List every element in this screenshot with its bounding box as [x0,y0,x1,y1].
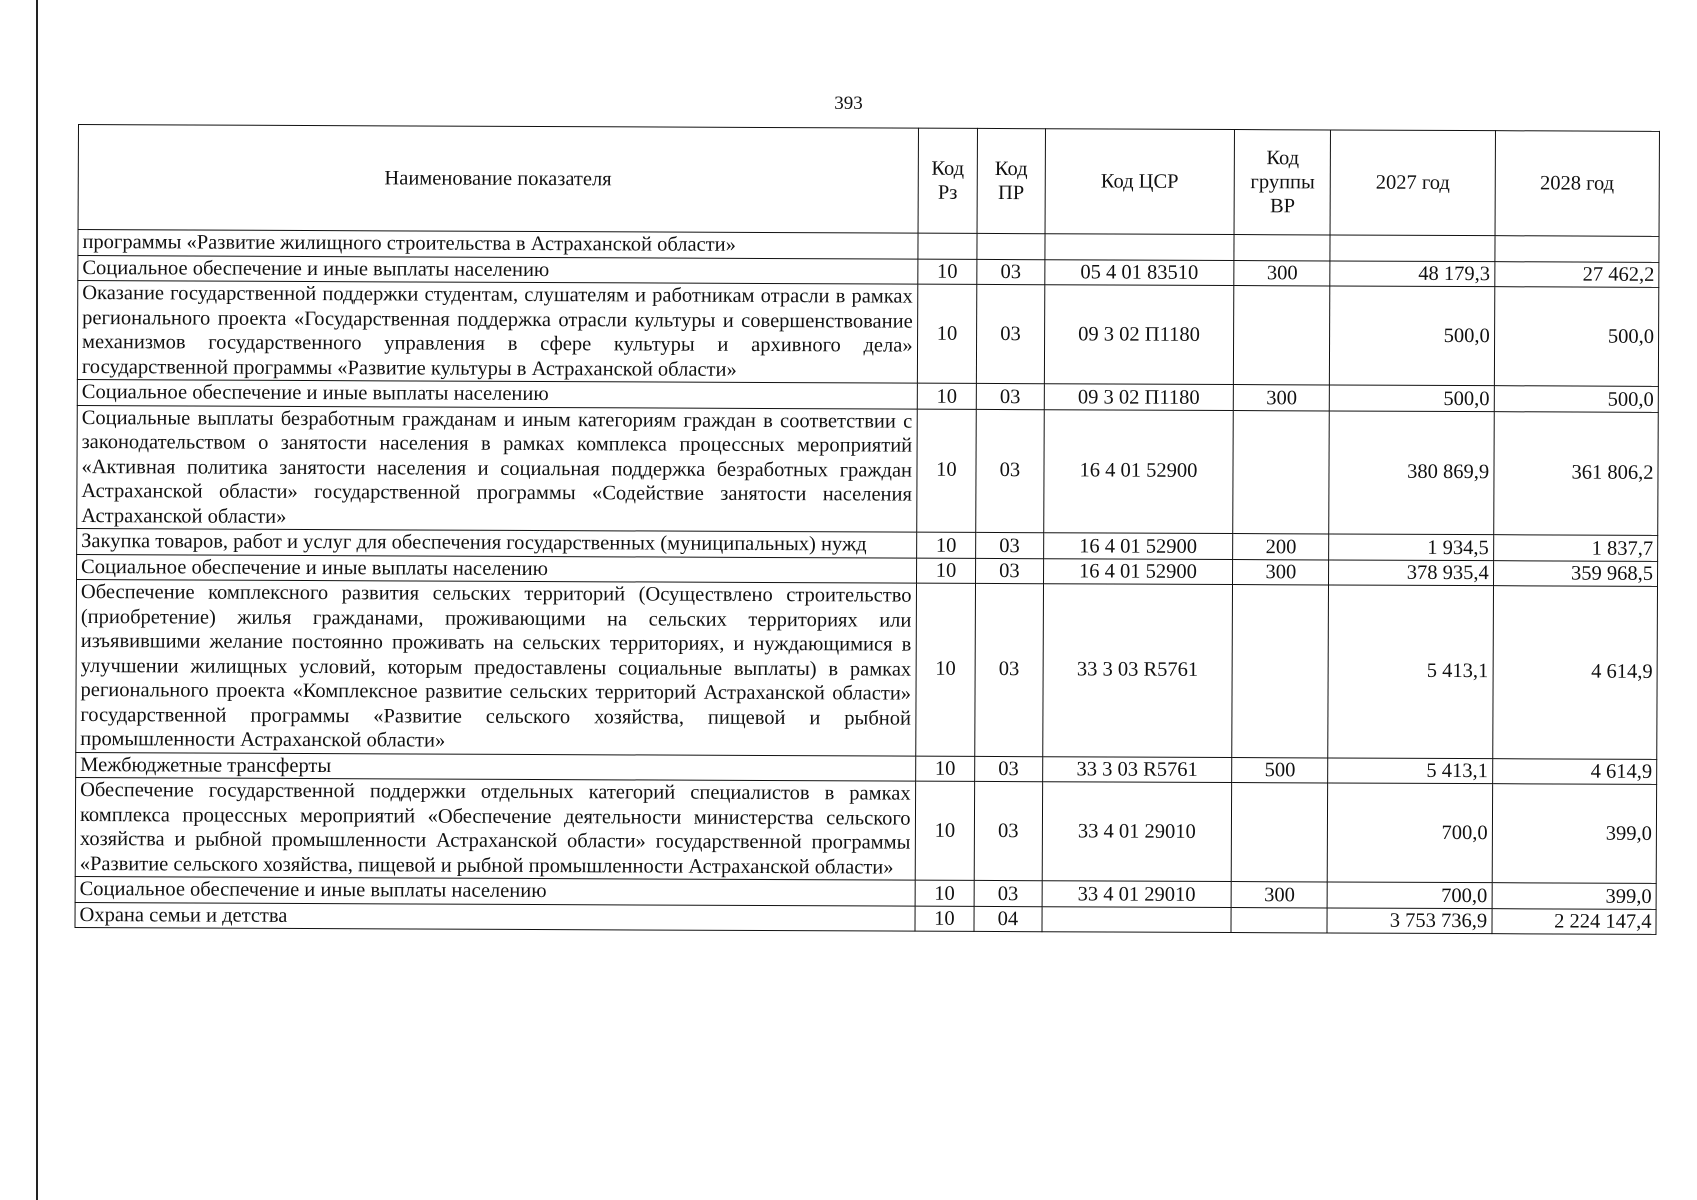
indicator-name-cell: Межбюджетные трансферты [76,752,916,781]
code-rz-cell: 10 [916,532,976,558]
amount-2027-cell: 1 934,5 [1329,534,1493,560]
column-header-name: Наименование показателя [78,125,918,234]
amount-2028-cell: 399,0 [1492,784,1657,884]
code-vr-cell: 300 [1234,260,1330,286]
amount-2028-cell [1495,236,1659,262]
code-pr-cell: 04 [974,906,1041,932]
code-pr-cell: 03 [975,756,1042,782]
amount-2028-cell: 399,0 [1492,883,1656,909]
amount-2028-cell: 361 806,2 [1493,411,1658,535]
code-vr-cell [1232,783,1328,882]
amount-2027-cell: 700,0 [1327,882,1491,908]
amount-2027-cell: 5 413,1 [1328,757,1492,783]
indicator-name-cell: Оказание государственной поддержки студентам, слушателям и работникам отрасли в рамках регионального проекта «Государственная поддержка отрасли культуры и совершенствование механизмов государственного управления в сфере культуры и архивного дела» государственной программы «Развитие культуры в Астраханской области» [77,281,917,384]
amount-2028-cell: 4 614,9 [1492,586,1657,759]
code-rz-cell: 10 [917,284,977,383]
code-csr-cell: 16 4 01 52900 [1043,533,1233,559]
page-number: 393 [834,93,863,114]
amount-2027-cell: 3 753 736,9 [1327,907,1491,933]
code-vr-cell: 300 [1233,559,1329,585]
column-header-pr: Код ПР [977,128,1045,233]
code-pr-cell [977,233,1044,259]
amount-2027-cell: 500,0 [1330,286,1495,386]
code-pr-cell: 03 [975,781,1043,880]
amount-2028-cell: 4 614,9 [1492,758,1656,784]
code-pr-cell: 03 [974,880,1041,906]
column-header-vr: Код группы ВР [1234,130,1330,235]
code-csr-cell: 09 3 02 П1180 [1044,285,1234,385]
document-page [74,124,1659,935]
code-vr-cell: 300 [1231,882,1327,908]
amount-2028-cell: 500,0 [1494,287,1659,387]
code-vr-cell [1232,585,1329,758]
indicator-name-cell: программы «Развитие жилищного строительства в Астраханской области» [78,230,918,259]
code-pr-cell: 03 [976,532,1043,558]
binding-edge [36,0,38,1200]
code-csr-cell: 16 4 01 52900 [1043,409,1233,533]
code-csr-cell: 33 4 01 29010 [1042,782,1232,882]
indicator-name-cell: Обеспечение комплексного развития сельских территорий (Осуществлено строительство (приобретение) жилья гражданами, проживающими на сельских территориях или изъявившими желание постоянно проживать на сельских территориях, и нуждающимися в улучшении жилищных условий, которым предоставлены социальные выплаты) в рамках регионального проекта «Комплексное развитие сельских территорий Астраханской области» государственной программы «Развитие сельского хозяйства, пищевой и рыбной промышленности Астраханской области» [76,579,916,755]
amount-2028-cell: 500,0 [1494,386,1658,412]
amount-2027-cell: 700,0 [1328,783,1493,883]
code-csr-cell: 33 3 03 R5761 [1042,584,1233,757]
code-vr-cell [1233,410,1330,534]
code-csr-cell: 05 4 01 83510 [1044,259,1234,285]
code-vr-cell [1234,286,1330,385]
code-csr-cell: 33 4 01 29010 [1042,881,1232,907]
code-rz-cell: 10 [917,383,977,409]
code-csr-cell: 09 3 02 П1180 [1044,384,1234,410]
column-header-rz: Код Рз [918,128,978,233]
code-rz-cell: 10 [916,409,976,533]
code-pr-cell: 03 [977,383,1044,409]
table-header-row [78,125,1659,237]
amount-2027-cell: 380 869,9 [1329,410,1494,534]
code-pr-cell: 03 [977,284,1045,383]
indicator-name-cell: Обеспечение государственной поддержки отдельных категорий специалистов в рамках комплекса процессных мероприятий «Обеспечение деятельности министерства сельского хозяйства и рыбной промышленности Астраханской области» государственной программы «Развитие сельского хозяйства, пищевой и рыбной промышленности Астраханской области» [75,777,915,880]
table-body [75,230,1659,935]
indicator-name-cell: Социальное обеспечение и иные выплаты населению [77,554,917,583]
table-row [77,405,1659,535]
amount-2027-cell: 378 935,4 [1329,559,1493,585]
indicator-name-cell: Социальное обеспечение и иные выплаты населению [75,876,915,905]
budget-table [74,124,1659,935]
indicator-name-cell: Охрана семьи и детства [75,902,915,931]
amount-2027-cell: 500,0 [1330,385,1494,411]
code-pr-cell: 03 [976,409,1044,533]
amount-2028-cell: 359 968,5 [1493,560,1657,586]
amount-2027-cell: 48 179,3 [1330,260,1494,286]
code-rz-cell: 10 [915,906,975,932]
code-rz-cell: 10 [915,583,975,756]
code-rz-cell: 10 [915,781,975,880]
amount-2027-cell [1330,235,1494,261]
code-vr-cell [1234,235,1330,261]
code-csr-cell: 16 4 01 52900 [1043,558,1233,584]
indicator-name-cell: Социальное обеспечение и иные выплаты населению [77,379,917,408]
code-vr-cell: 500 [1232,757,1328,783]
code-pr-cell: 03 [977,259,1044,285]
code-vr-cell: 200 [1233,534,1329,560]
amount-2028-cell: 1 837,7 [1493,535,1657,561]
code-rz-cell: 10 [915,880,975,906]
indicator-name-cell: Закупка товаров, работ и услуг для обеспечения государственных (муниципальных) нужд [77,528,917,557]
table-row [77,281,1658,387]
indicator-name-cell: Социальное обеспечение и иные выплаты населению [78,255,918,284]
code-csr-cell [1041,906,1231,932]
code-rz-cell [917,233,977,259]
amount-2028-cell: 2 224 147,4 [1492,908,1656,934]
table-row [76,579,1658,758]
code-csr-cell: 33 3 03 R5761 [1042,756,1232,782]
code-vr-cell [1231,907,1327,933]
code-rz-cell: 10 [916,558,976,584]
indicator-name-cell: Социальные выплаты безработным гражданам и иным категориям граждан в соответствии с законодательством о занятости населения в рамках комплекса процессных мероприятий «Активная политика занятости населения и социальная поддержка безработных граждан Астраханской области» государственной программы «Содействие занятости населения Астраханской области» [77,405,917,532]
code-pr-cell: 03 [975,583,1043,756]
code-rz-cell: 10 [915,756,975,782]
column-header-2027: 2027 год [1330,130,1495,236]
code-vr-cell: 300 [1234,385,1330,411]
column-header-csr: Код ЦСР [1045,129,1235,235]
code-rz-cell: 10 [917,259,977,285]
amount-2027-cell: 5 413,1 [1328,585,1493,758]
code-pr-cell: 03 [976,558,1043,584]
table-row [75,777,1656,883]
column-header-2028: 2028 год [1495,131,1660,237]
code-csr-cell [1044,234,1234,260]
amount-2028-cell: 27 462,2 [1494,261,1658,287]
